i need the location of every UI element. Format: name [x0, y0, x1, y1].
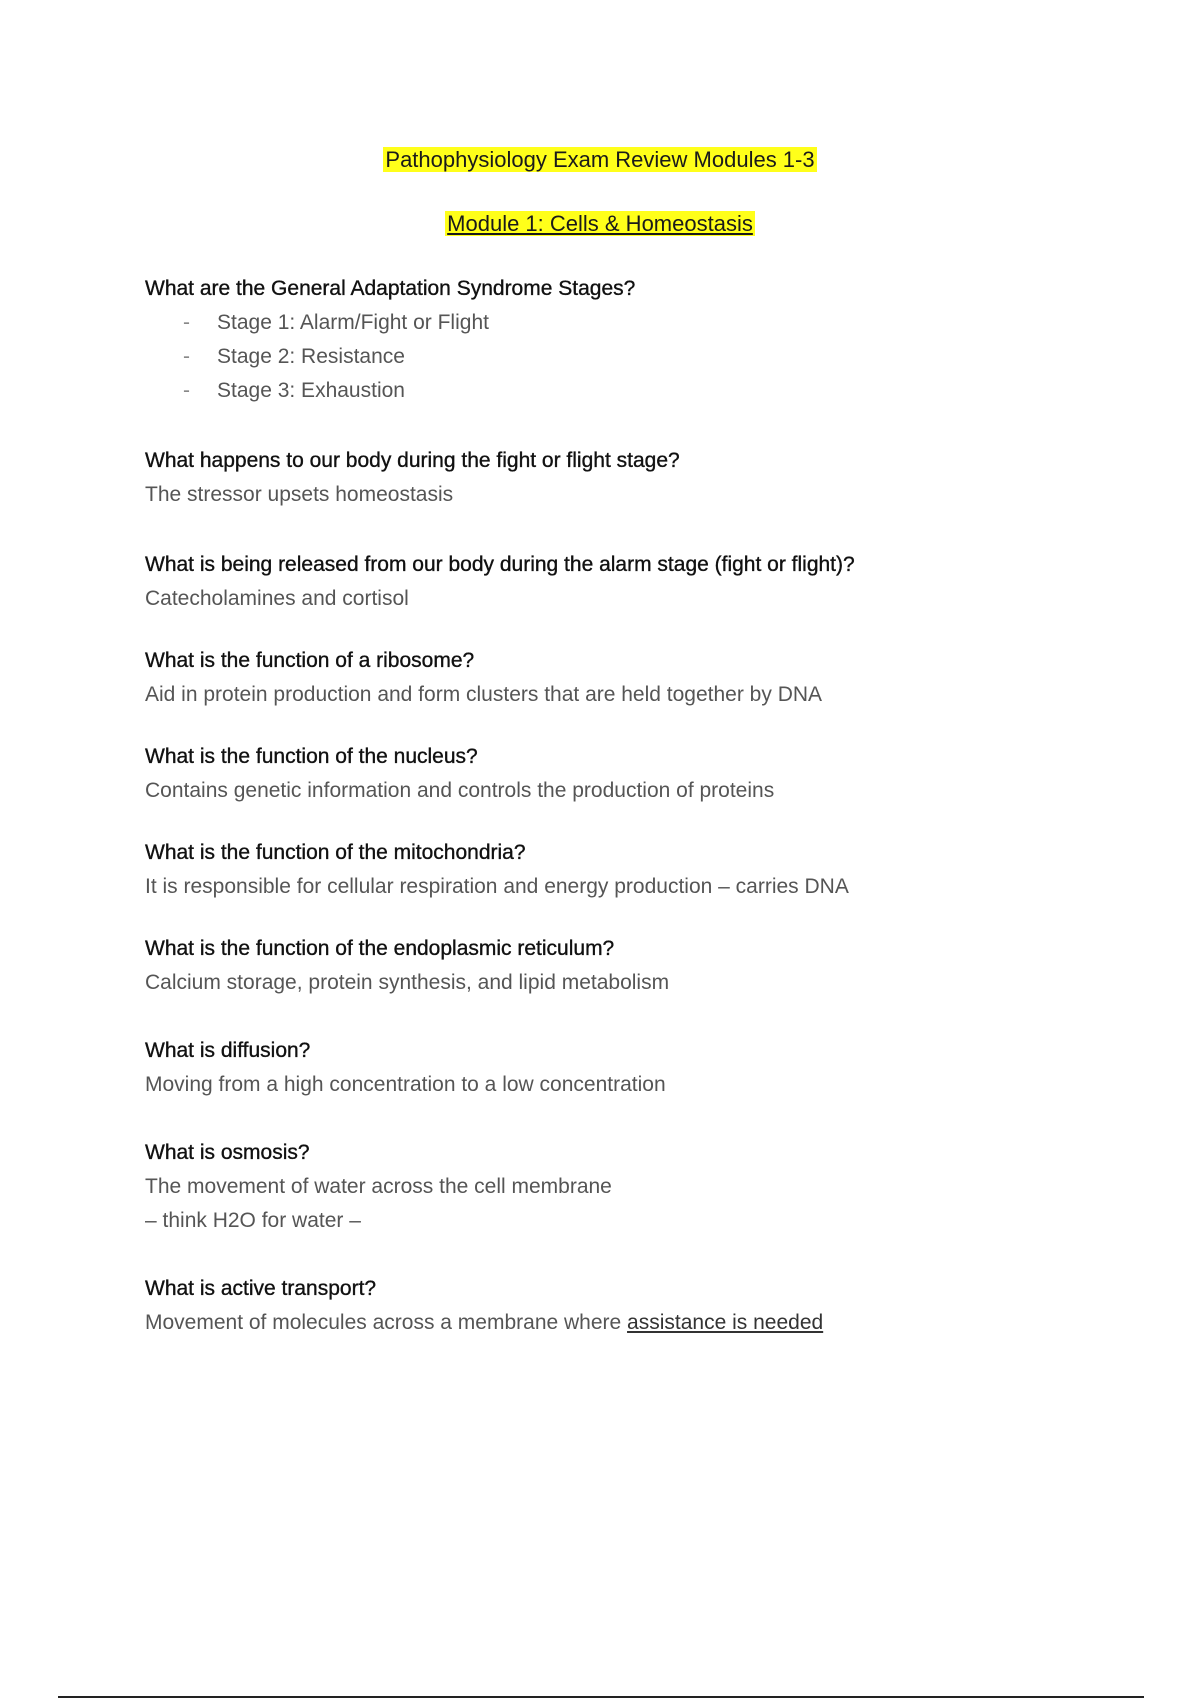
answer: Contains genetic information and controls the production of proteins — [145, 779, 775, 802]
question: What is the function of the mitochondria? — [145, 841, 526, 864]
question: What is active transport? — [145, 1277, 377, 1300]
review-content — [145, 272, 1105, 1340]
question: What is being released from our body during the alarm stage (fight or flight)? — [145, 553, 855, 576]
list-item: - Stage 2: Resistance — [183, 340, 1105, 374]
stage-list — [145, 306, 1105, 408]
question: What is the function of a ribosome? — [145, 649, 475, 672]
qa-endoplasmic-reticulum — [145, 932, 1105, 1000]
answer: The movement of water across the cell membrane — [145, 1175, 612, 1198]
qa-nucleus — [145, 740, 1105, 808]
document-title-text: Pathophysiology Exam Review Modules 1-3 — [385, 147, 815, 172]
qa-osmosis — [145, 1136, 1105, 1238]
document-title — [0, 145, 1200, 175]
qa-fight-or-flight-body — [145, 444, 1105, 512]
question: What happens to our body during the fight or flight stage? — [145, 449, 680, 472]
dash-bullet: - — [183, 379, 190, 402]
answer-line-2: – think H2O for water – — [145, 1209, 361, 1232]
qa-ribosome — [145, 644, 1105, 712]
list-item: - Stage 3: Exhaustion — [183, 374, 1105, 408]
qa-active-transport — [145, 1272, 1105, 1340]
answer: Moving from a high concentration to a low concentration — [145, 1073, 666, 1096]
question: What is the function of the endoplasmic reticulum? — [145, 937, 615, 960]
answer: The stressor upsets homeostasis — [145, 483, 454, 506]
answer-text: Movement of molecules across a membrane where — [145, 1311, 628, 1334]
answer-underlined-text: assistance is needed — [627, 1311, 824, 1334]
qa-alarm-stage-release — [145, 548, 1105, 616]
dash-bullet: - — [183, 311, 190, 334]
module-title-text: Module 1: Cells & Homeostasis — [447, 211, 753, 236]
question: What is diffusion? — [145, 1039, 311, 1062]
answer: Catecholamines and cortisol — [145, 587, 409, 610]
question: What is osmosis? — [145, 1141, 310, 1164]
footer-divider — [58, 1696, 1144, 1698]
answer: Calcium storage, protein synthesis, and lipid metabolism — [145, 971, 670, 994]
dash-bullet: - — [183, 345, 190, 368]
question: What are the General Adaptation Syndrome Stages? — [145, 277, 636, 300]
module-title — [0, 209, 1200, 239]
qa-general-adaptation-syndrome — [145, 272, 1105, 408]
answer: Aid in protein production and form clusters that are held together by DNA — [145, 683, 823, 706]
qa-diffusion — [145, 1034, 1105, 1102]
answer — [145, 1306, 1105, 1340]
answer: It is responsible for cellular respiration and energy production – carries DNA — [145, 875, 849, 898]
qa-mitochondria — [145, 836, 1105, 904]
question: What is the function of the nucleus? — [145, 745, 478, 768]
list-item: - Stage 1: Alarm/Fight or Flight — [183, 306, 1105, 340]
